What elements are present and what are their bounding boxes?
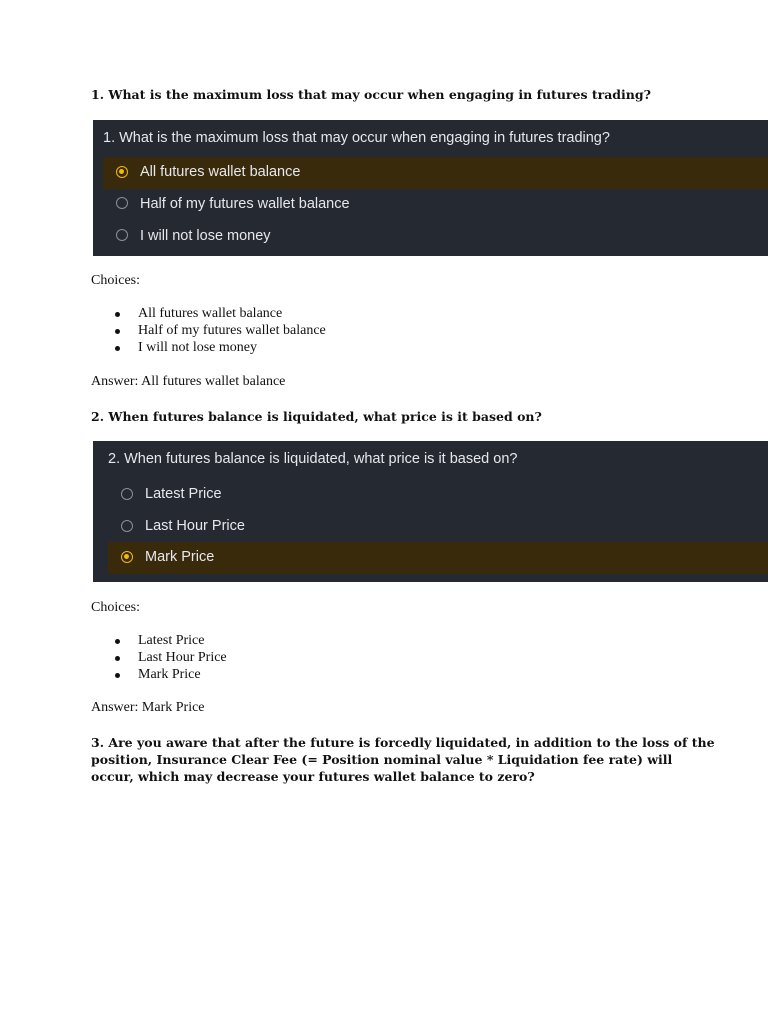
question-2-option-2 (108, 511, 768, 543)
radio-selected-icon (121, 551, 133, 563)
question-1-panel-title: 1. What is the maximum loss that may occur when engaging in futures trading? (103, 130, 610, 146)
question-2-panel-title: 2. When futures balance is liquidated, what price is it based on? (108, 451, 518, 467)
question-1-answer: Answer: All futures wallet balance (91, 374, 286, 389)
question-1-screenshot-panel (93, 120, 768, 256)
radio-unselected-icon (121, 520, 133, 532)
option-label: Latest Price (145, 486, 222, 502)
question-2-answer: Answer: Mark Price (91, 700, 205, 715)
question-1-option-3 (103, 221, 768, 253)
option-label: Half of my futures wallet balance (140, 196, 350, 212)
list-item: Latest Price (92, 632, 227, 649)
radio-unselected-icon (116, 229, 128, 241)
question-2-choices-list (92, 632, 227, 683)
question-2-choices-label: Choices: (91, 600, 140, 615)
option-label: All futures wallet balance (140, 164, 301, 180)
question-1-choices-list (92, 305, 326, 356)
question-3-heading-line-2: position, Insurance Clear Fee (= Position nominal value * Liquidation fee rate) will (91, 752, 673, 767)
radio-unselected-icon (121, 488, 133, 500)
question-1-heading: 1. What is the maximum loss that may occur when engaging in futures trading? (91, 87, 651, 102)
radio-unselected-icon (116, 197, 128, 209)
list-item: All futures wallet balance (92, 305, 326, 322)
list-item: Mark Price (92, 666, 227, 683)
list-item: I will not lose money (92, 339, 326, 356)
question-3-heading (91, 734, 731, 785)
list-item: Half of my futures wallet balance (92, 322, 326, 339)
option-label: Mark Price (145, 549, 215, 565)
question-2-option-3 (108, 542, 768, 574)
question-2-option-1 (108, 479, 768, 511)
option-label: I will not lose money (140, 228, 271, 244)
question-3-heading-line-1: 3. Are you aware that after the future is forcedly liquidated, in addition to the loss of the (91, 735, 715, 750)
question-2-heading: 2. When futures balance is liquidated, what price is it based on? (91, 409, 542, 424)
option-label: Last Hour Price (145, 518, 245, 534)
list-item: Last Hour Price (92, 649, 227, 666)
question-1-option-1 (103, 157, 768, 189)
question-2-screenshot-panel (93, 441, 768, 582)
question-3-heading-line-3: occur, which may decrease your futures wallet balance to zero? (91, 769, 535, 784)
question-1-choices-label: Choices: (91, 273, 140, 288)
question-1-option-2 (103, 189, 768, 221)
radio-selected-icon (116, 166, 128, 178)
